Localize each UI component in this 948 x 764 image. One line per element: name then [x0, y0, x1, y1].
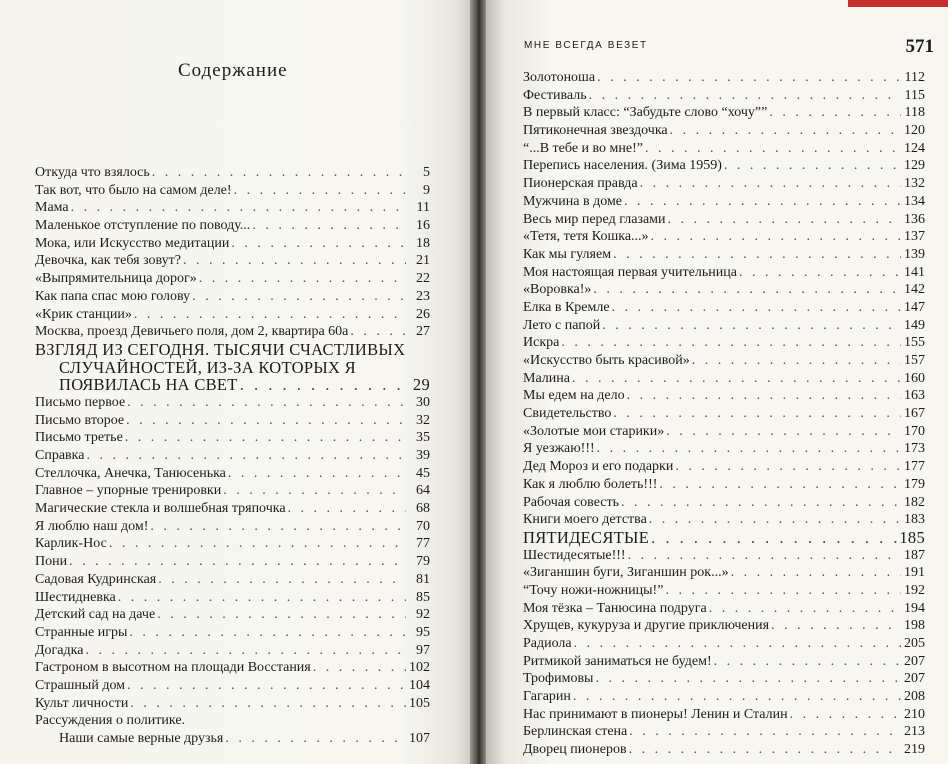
toc-leader-dots: [621, 494, 901, 512]
toc-entry: [523, 87, 925, 105]
toc-leader-dots: [350, 323, 406, 341]
toc-entry: [35, 341, 430, 359]
toc-entry: [35, 712, 430, 730]
toc-leader-dots: [231, 235, 406, 253]
toc-leader-dots: [85, 642, 406, 660]
toc-entry-title: Странные игры: [35, 624, 128, 640]
toc-entry-page: 219: [904, 742, 925, 758]
toc-entry-page: 21: [416, 253, 430, 269]
toc-entry-title: Дворец пионеров: [523, 742, 627, 758]
toc-entry-title: Хрущев, кукуруза и другие приключения: [523, 618, 770, 634]
toc-leader-dots: [199, 270, 406, 288]
toc-entry-title: Как я люблю болеть!!!: [523, 476, 658, 492]
toc-entry: [523, 688, 925, 706]
toc-leader-dots: [150, 518, 406, 536]
toc-entry: [35, 429, 430, 447]
toc-entry-page: 208: [904, 689, 925, 705]
toc-entry: [523, 600, 925, 618]
toc-leader-dots: [649, 511, 901, 529]
toc-entry-page: 68: [416, 501, 430, 517]
toc-entry-page: 132: [904, 176, 925, 192]
toc-entry: [523, 387, 925, 405]
toc-entry-title: Мы едем на дело: [523, 388, 625, 404]
toc-leader-dots: [771, 617, 901, 635]
toc-entry: [523, 157, 925, 175]
toc-entry-title: Письмо второе: [35, 412, 125, 428]
toc-entry-page: 198: [904, 618, 925, 634]
toc-entry-title: Книги моего детства: [523, 512, 647, 528]
toc-entry-page: 32: [416, 412, 430, 428]
toc-entry-page: 112: [904, 70, 925, 85]
toc-leader-dots: [129, 624, 406, 642]
toc-entry-page: 27: [416, 324, 430, 340]
toc-entry-page: 207: [904, 671, 925, 687]
left-page: [0, 0, 470, 764]
toc-leader-dots: [665, 582, 901, 600]
toc-entry: [523, 582, 925, 600]
toc-entry-title: «Выпрямительница дорог»: [35, 271, 197, 287]
toc-entry-title: Я уезжаю!!!: [523, 441, 595, 457]
toc-entry-page: 95: [416, 624, 430, 640]
toc-entry: [523, 653, 925, 671]
toc-leader-dots: [71, 199, 406, 217]
toc-entry-title: Откуда что взялось: [35, 165, 150, 180]
toc-entry-page: 64: [416, 483, 430, 499]
toc-entry-page: 173: [904, 441, 925, 457]
toc-entry-title: ПОЯВИЛАСЬ НА СВЕТ: [59, 376, 238, 394]
toc-entry: [523, 281, 925, 299]
toc-leader-dots: [595, 670, 901, 688]
toc-entry: [523, 193, 925, 211]
toc-entry: [523, 122, 925, 140]
toc-entry: [523, 175, 925, 193]
toc-leader-dots: [126, 412, 406, 430]
toc-entry: [523, 317, 925, 335]
toc-leader-dots: [589, 87, 901, 105]
toc-entry-page: 104: [409, 677, 430, 693]
right-page: [486, 0, 948, 764]
toc-leader-dots: [125, 429, 406, 447]
toc-entry-title: В первый класс: “Забудьте слово “хочу””: [523, 105, 768, 121]
toc-entry-title: Наши самые верные друзья: [59, 731, 224, 746]
toc-entry-title: Мока, или Искусство медитации: [35, 235, 230, 251]
toc-entry: [35, 447, 430, 465]
toc-entry-title: Так вот, что было на самом деле!: [35, 182, 232, 198]
toc-leader-dots: [118, 589, 406, 607]
toc-entry-title: «Крик станции»: [35, 306, 132, 322]
toc-entry: [35, 199, 430, 217]
toc-entry: [35, 323, 430, 341]
toc-entry-title: Гагарин: [523, 689, 571, 705]
toc-entry-page: 205: [904, 636, 925, 651]
toc-entry-title: Фестиваль: [523, 87, 587, 103]
toc-entry: [35, 571, 430, 589]
toc-leader-dots: [69, 553, 406, 571]
toc-entry-title: Садовая Кудринская: [35, 571, 157, 587]
toc-entry-title: Я люблю наш дом!: [35, 518, 149, 534]
toc-entry-title: Стеллочка, Анечка, Танюсенька: [35, 465, 226, 481]
toc-entry-title: СЛУЧАЙНОСТЕЙ, ИЗ-ЗА КОТОРЫХ Я: [59, 358, 356, 377]
toc-entry-page: 85: [416, 589, 430, 605]
toc-leader-dots: [234, 182, 406, 200]
toc-entry: [35, 359, 430, 377]
toc-entry: [35, 288, 430, 306]
toc-leader-dots: [225, 730, 406, 748]
toc-entry-title: Рассуждения о политике.: [35, 713, 186, 729]
toc-entry-page: 22: [416, 271, 430, 287]
toc-entry-title: «Искусство быть красивой»: [523, 353, 690, 368]
toc-entry-page: 16: [416, 218, 430, 234]
toc-entry: [35, 412, 430, 430]
toc-entry: [35, 394, 430, 412]
toc-entry-page: 26: [416, 306, 430, 322]
toc-leader-dots: [628, 547, 901, 565]
toc-entry-title: Моя тёзка – Танюсина подруга: [523, 600, 707, 616]
toc-entry-page: 45: [416, 465, 430, 481]
toc-entry-title: Письмо третье: [35, 430, 123, 446]
toc-leader-dots: [624, 193, 901, 211]
toc-entry-title: Страшный дом: [35, 677, 126, 693]
toc-entry-page: 136: [904, 211, 925, 227]
toc-entry: [35, 606, 430, 624]
toc-entry-page: 194: [904, 600, 925, 616]
toc-entry: [35, 553, 430, 571]
toc-entry: [35, 500, 430, 518]
running-head: МНЕ ВСЕГДА ВЕЗЕТ: [524, 40, 648, 51]
toc-entry-title: Искра: [523, 335, 560, 351]
toc-entry-page: 163: [904, 388, 925, 404]
toc-entry: [35, 182, 430, 200]
contents-list-left: [35, 164, 430, 748]
toc-entry-page: 183: [904, 512, 925, 528]
toc-leader-dots: [668, 211, 901, 229]
toc-entry: [523, 440, 925, 458]
toc-entry-page: 23: [416, 288, 430, 304]
toc-leader-dots: [86, 447, 406, 465]
contents-list-right: [523, 69, 925, 759]
toc-entry-title: Малина: [523, 370, 570, 386]
toc-leader-dots: [288, 500, 406, 518]
toc-leader-dots: [572, 370, 901, 388]
toc-entry-page: 29: [412, 375, 430, 395]
toc-entry: [523, 228, 925, 246]
toc-entry-page: 39: [416, 448, 430, 463]
toc-entry-page: 107: [409, 731, 430, 746]
toc-entry-page: 187: [904, 547, 925, 563]
toc-entry-page: 167: [904, 406, 925, 422]
toc-entry: [35, 642, 430, 660]
toc-entry-page: 11: [416, 200, 430, 216]
toc-entry-page: 120: [904, 123, 925, 139]
toc-leader-dots: [158, 571, 406, 589]
toc-entry: [523, 529, 925, 547]
toc-leader-dots: [739, 264, 901, 282]
toc-entry: [523, 211, 925, 229]
toc-entry-page: 210: [904, 706, 925, 722]
toc-entry-title: Маленькое отступление по поводу...: [35, 218, 251, 234]
toc-leader-dots: [152, 164, 406, 182]
toc-entry: [523, 140, 925, 158]
toc-entry-title: «Тетя, тетя Кошка...»: [523, 229, 649, 245]
toc-leader-dots: [597, 440, 901, 458]
toc-entry: [35, 235, 430, 253]
toc-leader-dots: [769, 104, 901, 122]
toc-entry: [35, 677, 430, 695]
toc-entry-title: Как папа спас мою голову: [35, 288, 191, 304]
toc-entry-page: 147: [904, 299, 925, 315]
toc-entry: [523, 423, 925, 441]
toc-leader-dots: [574, 635, 901, 653]
toc-entry: [523, 476, 925, 494]
toc-entry-title: Главное – упорные тренировки: [35, 483, 222, 499]
toc-leader-dots: [790, 706, 901, 724]
toc-entry-title: Елка в Кремле: [523, 299, 610, 315]
toc-entry-title: Берлинская стена: [523, 724, 628, 740]
toc-entry-page: 115: [904, 87, 925, 103]
toc-entry-title: Трофимовы: [523, 671, 594, 687]
toc-entry: [523, 104, 925, 122]
toc-leader-dots: [127, 394, 406, 412]
toc-leader-dots: [252, 217, 406, 235]
toc-leader-dots: [675, 458, 901, 476]
toc-entry: [35, 270, 430, 288]
toc-entry-page: 77: [416, 536, 430, 552]
toc-entry-title: Рабочая совесть: [523, 494, 619, 510]
toc-entry-title: Как мы гуляем: [523, 246, 612, 262]
toc-leader-dots: [561, 334, 901, 352]
toc-entry-page: 18: [416, 235, 430, 251]
toc-entry: [35, 252, 430, 270]
toc-entry-title: Москва, проезд Девичьего поля, дом 2, квартира 60а: [35, 324, 349, 340]
toc-entry-title: Мужчина в доме: [523, 193, 623, 209]
toc-entry-title: “...В тебе и во мне!”: [523, 140, 643, 156]
toc-leader-dots: [714, 653, 901, 671]
toc-entry-page: 142: [904, 282, 925, 298]
toc-entry-page: 70: [416, 518, 430, 534]
toc-leader-dots: [593, 281, 901, 299]
toc-entry-title: Шестидневка: [35, 589, 116, 605]
toc-entry-title: Справка: [35, 448, 85, 463]
toc-entry-title: Пони: [35, 554, 68, 570]
toc-entry: [523, 69, 925, 87]
toc-entry-page: 149: [904, 317, 925, 333]
toc-leader-dots: [192, 288, 406, 306]
toc-entry: [523, 246, 925, 264]
toc-leader-dots: [613, 246, 901, 264]
red-corner-edge: [848, 0, 948, 7]
toc-leader-dots: [613, 405, 901, 423]
toc-entry-page: 185: [899, 527, 925, 547]
book-gutter: [470, 0, 486, 764]
toc-entry: [523, 334, 925, 352]
toc-entry-title: «Зиганшин буги, Зиганшин рок...»: [523, 565, 729, 581]
toc-leader-dots: [670, 122, 901, 140]
toc-entry-title: Весь мир перед глазами: [523, 211, 666, 227]
toc-entry-page: 5: [423, 165, 430, 180]
toc-entry-page: 179: [904, 476, 925, 492]
toc-entry-title: Шестидесятые!!!: [523, 547, 626, 563]
toc-entry-page: 141: [904, 264, 925, 280]
toc-entry-title: Свидетельство: [523, 406, 612, 422]
toc-leader-dots: [612, 299, 901, 317]
toc-entry: [523, 511, 925, 529]
toc-entry-page: 30: [416, 394, 430, 410]
toc-leader-dots: [157, 606, 406, 624]
toc-entry-page: 35: [416, 430, 430, 446]
toc-entry: [523, 706, 925, 724]
toc-entry-title: Перепись населения. (Зима 1959): [523, 158, 722, 174]
toc-leader-dots: [223, 482, 406, 500]
toc-leader-dots: [240, 376, 406, 394]
toc-entry-title: Детский сад на даче: [35, 607, 156, 623]
toc-entry: [523, 547, 925, 565]
toc-entry: [35, 376, 430, 394]
toc-entry-page: 137: [904, 229, 925, 245]
toc-entry: [523, 352, 925, 370]
toc-leader-dots: [627, 387, 901, 405]
toc-entry: [35, 465, 430, 483]
toc-entry: [523, 299, 925, 317]
toc-entry-page: 157: [904, 353, 925, 368]
toc-entry-title: Моя настоящая первая учительница: [523, 264, 737, 280]
toc-entry: [523, 370, 925, 388]
toc-leader-dots: [645, 140, 901, 158]
toc-entry: [35, 535, 430, 553]
toc-entry: [523, 564, 925, 582]
toc-entry-page: 118: [904, 105, 925, 121]
toc-entry-page: 191: [904, 565, 925, 581]
toc-entry-title: ВЗГЛЯД ИЗ СЕГОДНЯ. ТЫСЯЧИ СЧАСТЛИВЫХ: [35, 340, 406, 359]
toc-entry: [35, 518, 430, 536]
toc-entry-title: Догадка: [35, 642, 84, 658]
toc-leader-dots: [640, 175, 901, 193]
toc-entry: [35, 695, 430, 713]
toc-entry-page: 155: [904, 335, 925, 351]
toc-entry: [35, 306, 430, 324]
toc-entry: [523, 405, 925, 423]
toc-entry-title: Мама: [35, 200, 69, 216]
toc-leader-dots: [724, 157, 901, 175]
toc-leader-dots: [666, 423, 901, 441]
toc-entry-title: «Золотые мои старики»: [523, 423, 665, 439]
toc-entry-title: Дед Мороз и его подарки: [523, 459, 674, 475]
toc-entry: [35, 217, 430, 235]
toc-entry-page: 105: [409, 695, 430, 711]
toc-entry-page: 177: [904, 459, 925, 475]
toc-entry-title: Гастроном в высотном на площади Восстания: [35, 660, 311, 676]
toc-entry-title: Культ личности: [35, 695, 129, 711]
toc-entry-page: 182: [904, 494, 925, 510]
toc-entry-page: 92: [416, 607, 430, 623]
toc-leader-dots: [709, 600, 901, 618]
toc-entry-title: «Воровка!»: [523, 282, 592, 298]
toc-entry-title: Ритмикой заниматься не будем!: [523, 653, 712, 669]
toc-leader-dots: [573, 688, 901, 706]
toc-entry-title: Радиола: [523, 636, 572, 651]
toc-entry: [523, 264, 925, 282]
toc-entry-title: Девочка, как тебя зовут?: [35, 253, 181, 269]
toc-entry: [523, 494, 925, 512]
toc-entry-title: Пятиконечная звездочка: [523, 123, 668, 139]
toc-leader-dots: [731, 564, 901, 582]
toc-leader-dots: [228, 465, 406, 483]
toc-entry-title: Нас принимают в пионеры! Ленин и Сталин: [523, 706, 788, 722]
toc-entry-page: 139: [904, 246, 925, 262]
toc-entry: [523, 741, 925, 759]
toc-leader-dots: [602, 317, 901, 335]
toc-leader-dots: [130, 695, 406, 713]
toc-leader-dots: [313, 659, 406, 677]
toc-entry-page: 129: [904, 158, 925, 174]
toc-entry: [523, 670, 925, 688]
toc-leader-dots: [127, 677, 406, 695]
toc-leader-dots: [109, 535, 406, 553]
toc-leader-dots: [629, 723, 901, 741]
toc-entry-page: 79: [416, 554, 430, 570]
toc-leader-dots: [629, 741, 901, 759]
contents-heading: Содержание: [178, 60, 288, 81]
toc-entry-page: 160: [904, 370, 925, 386]
toc-entry-title: Пионерская правда: [523, 176, 638, 192]
toc-leader-dots: [134, 306, 406, 324]
toc-entry-page: 9: [423, 182, 430, 198]
toc-leader-dots: [659, 476, 901, 494]
toc-entry-page: 81: [416, 571, 430, 587]
toc-entry-title: “Точу ножи-ножницы!”: [523, 582, 664, 598]
toc-entry-title: Золотоноша: [523, 70, 596, 85]
toc-entry-page: 102: [409, 660, 430, 676]
page-number: 571: [905, 36, 934, 57]
toc-entry-page: 97: [416, 642, 430, 658]
toc-entry: [35, 482, 430, 500]
toc-entry: [35, 624, 430, 642]
toc-entry-title: Лето с папой: [523, 317, 601, 333]
toc-entry-page: 192: [904, 582, 925, 598]
toc-leader-dots: [183, 252, 406, 270]
toc-entry: [523, 635, 925, 653]
toc-leader-dots: [597, 69, 901, 87]
toc-leader-dots: [692, 352, 901, 370]
toc-entry-page: 134: [904, 193, 925, 209]
toc-entry: [523, 723, 925, 741]
toc-leader-dots: [651, 529, 897, 547]
toc-entry: [523, 617, 925, 635]
toc-entry: [523, 458, 925, 476]
toc-entry-page: 170: [904, 423, 925, 439]
toc-entry: [35, 730, 430, 748]
toc-entry-title: Магические стекла и волшебная тряпочка: [35, 501, 286, 517]
toc-entry-page: 207: [904, 653, 925, 669]
toc-entry: [35, 589, 430, 607]
toc-entry-title: Письмо первое: [35, 394, 126, 410]
toc-entry-page: 124: [904, 140, 925, 156]
toc-entry-title: Карлик-Нос: [35, 536, 107, 552]
toc-entry-title: ПЯТИДЕСЯТЫЕ: [523, 528, 650, 547]
toc-leader-dots: [651, 228, 901, 246]
toc-entry: [35, 164, 430, 182]
toc-entry: [35, 659, 430, 677]
toc-entry-page: 213: [904, 724, 925, 740]
